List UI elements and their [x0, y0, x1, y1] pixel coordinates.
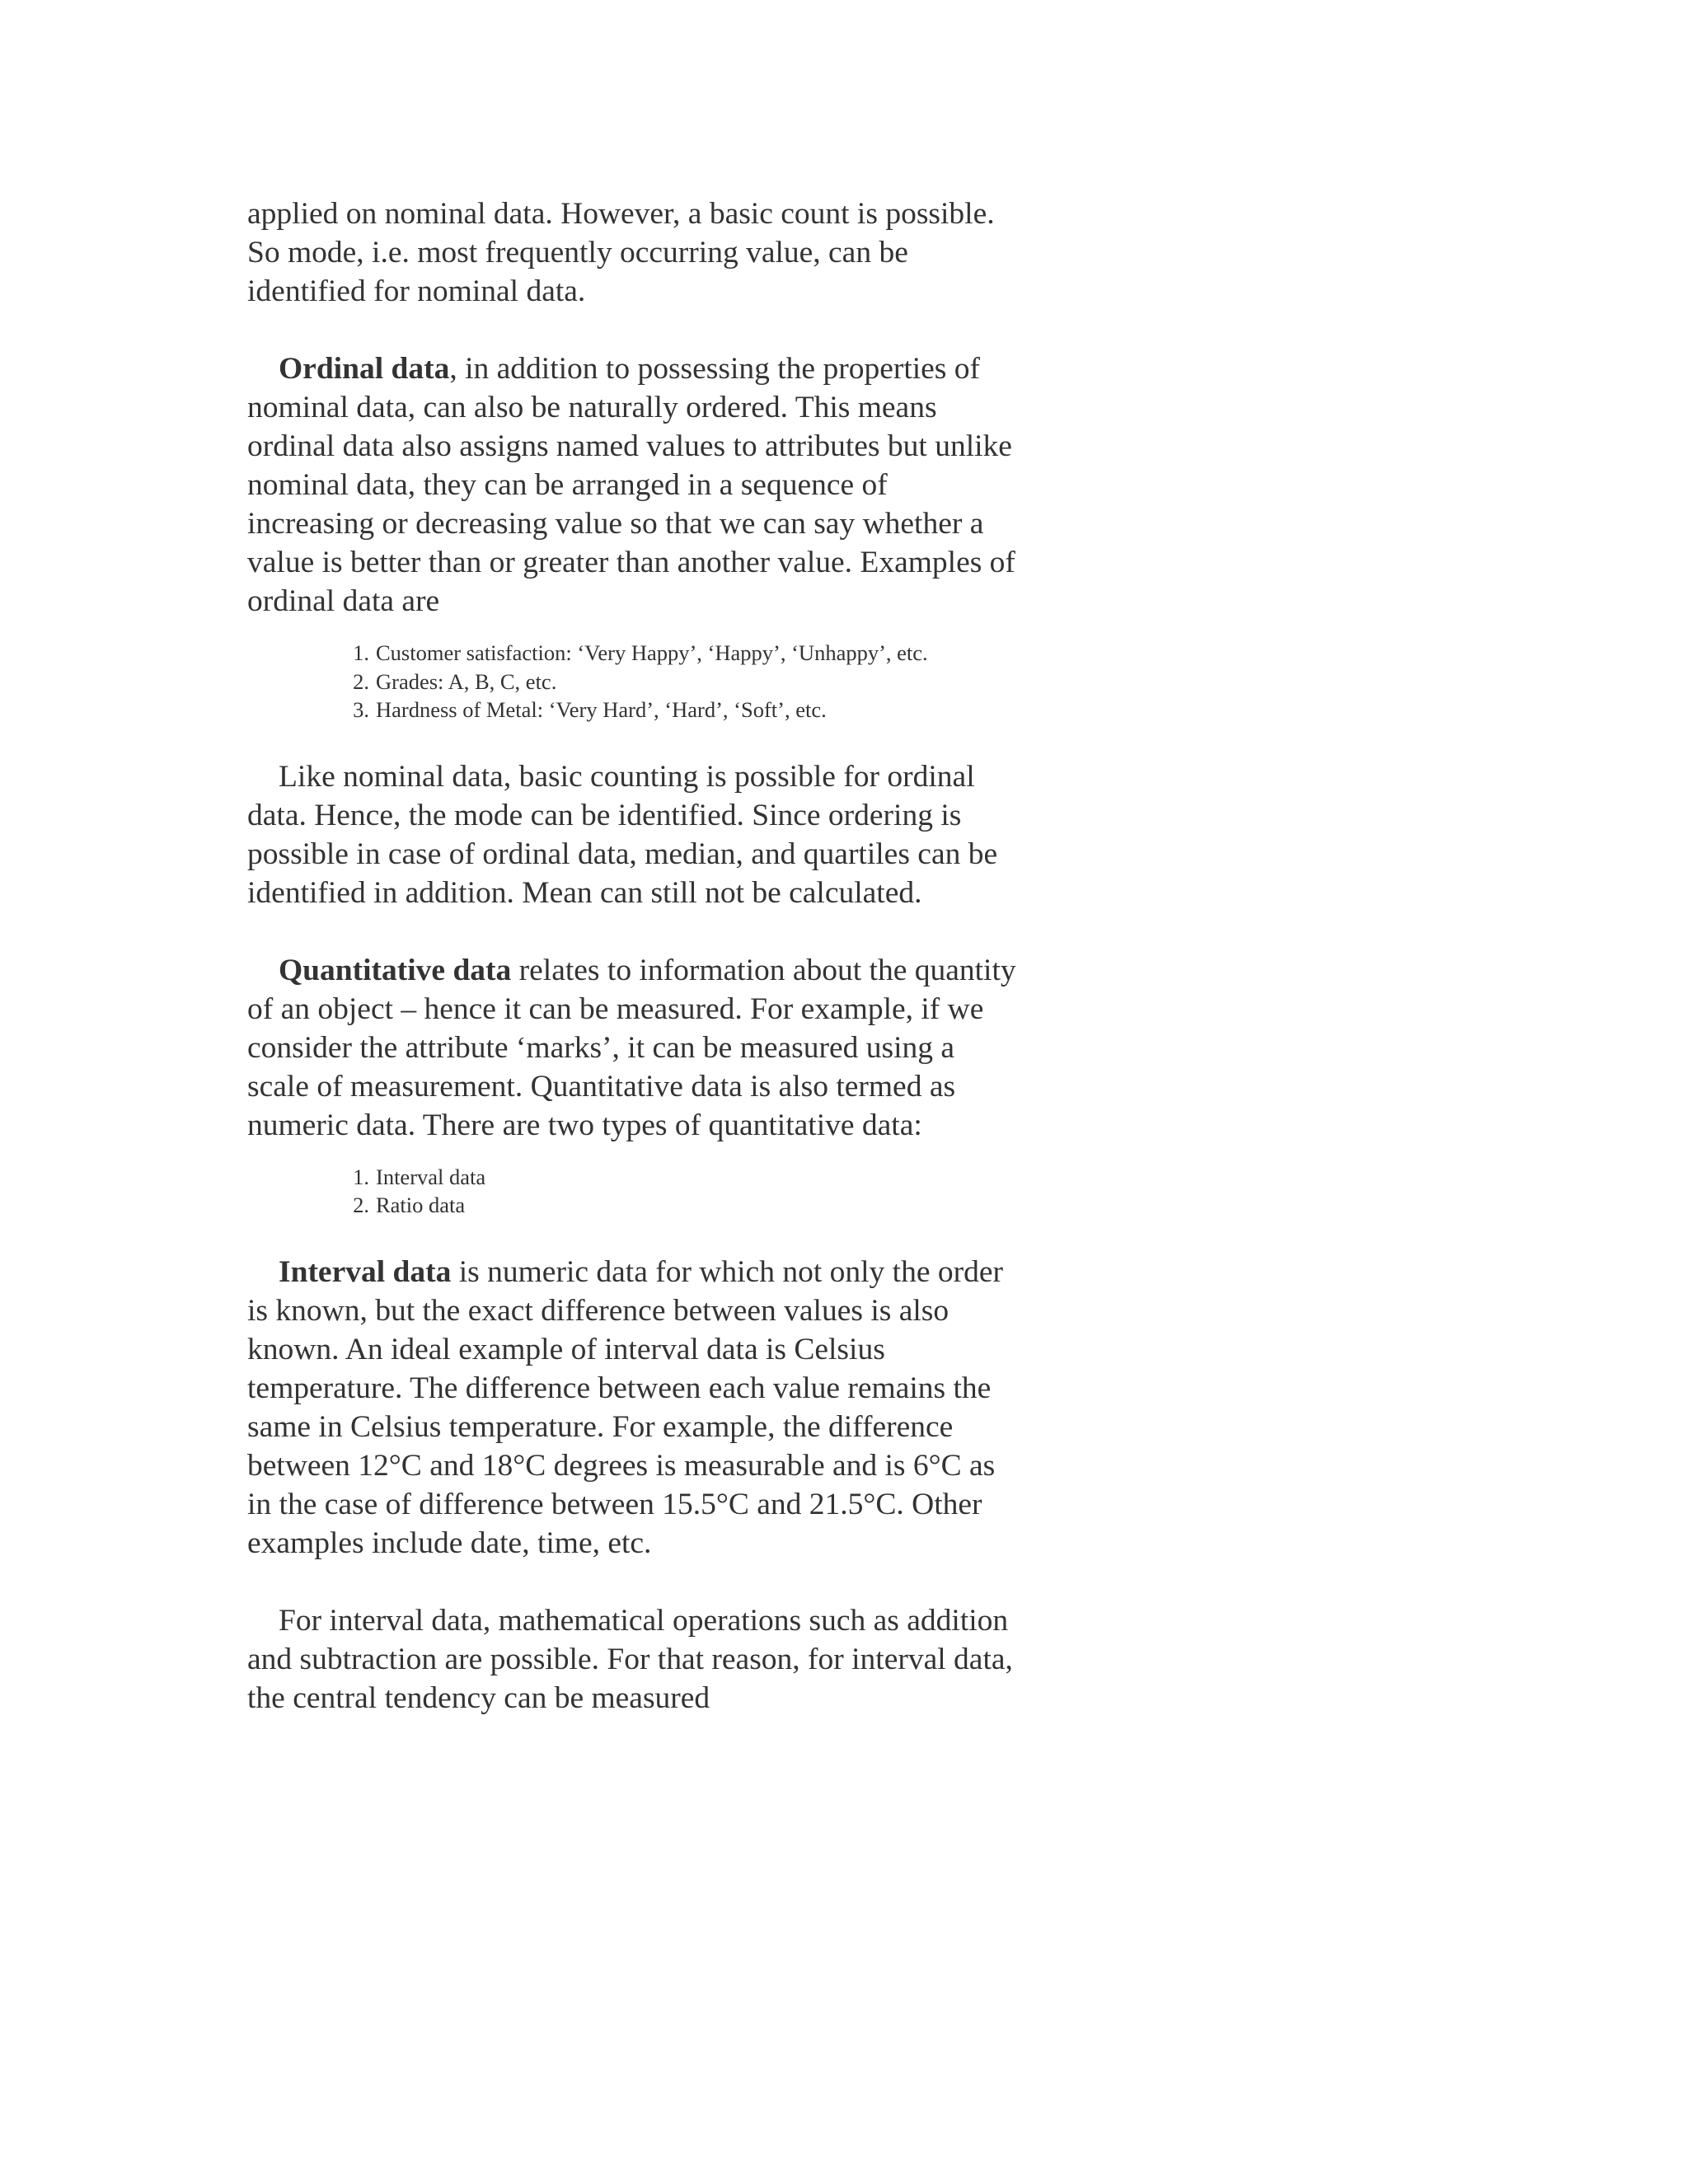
paragraph-text: Like nominal data, basic counting is possible for ordinal data. Hence, the mode can be identified. Since ordering is possible in case of ordinal data, median, and quartiles can be identified in addition. Mean can still not be calculated. [247, 759, 998, 910]
paragraph-nominal-conclusion [247, 194, 1022, 311]
list-item [345, 1163, 1022, 1192]
paragraph-text: applied on nominal data. However, a basic count is possible. So mode, i.e. most frequently occurring value, can be identified for nominal data. [247, 197, 995, 308]
list-item-text: Customer satisfaction: ‘Very Happy’, ‘Happy’, ‘Unhappy’, etc. [376, 640, 928, 665]
paragraph-ordinal-counting [247, 757, 1022, 912]
list-item [345, 668, 1022, 696]
list-item-text: Interval data [376, 1164, 486, 1189]
list-item [345, 696, 1022, 724]
list-item-number: 1. [353, 640, 369, 665]
paragraph-text: , in addition to possessing the properties of nominal data, can also be naturally ordered. This means ordinal data also assigns named values to attributes but unlike nominal data, they can be arranged in a sequence of increasing or decreasing value so that we can say whether a value is better than or greater than another value. Examples of ordinal data are [247, 352, 1015, 618]
term-ordinal-data: Ordinal data [279, 352, 450, 386]
paragraph-ordinal-data [247, 349, 1022, 621]
list-item-number: 2. [353, 1193, 369, 1217]
paragraph-text: For interval data, mathematical operations such as addition and subtraction are possible. For that reason, for interval data, the central tendency can be measured [247, 1603, 1013, 1715]
list-item [345, 639, 1022, 668]
paragraph-quantitative-data [247, 951, 1022, 1145]
list-item-number: 3. [353, 697, 369, 722]
list-item [345, 1191, 1022, 1220]
paragraph-interval-operations [247, 1601, 1022, 1718]
paragraph-text: relates to information about the quantity of an object – hence it can be measured. For example, if we consider the attribute ‘marks’, it can be measured using a scale of measurement. Quantitative data is also termed as numeric data. There are two types of quantitative data: [247, 953, 1016, 1142]
paragraph-interval-data [247, 1253, 1022, 1563]
list-item-text: Ratio data [376, 1193, 466, 1217]
list-item-text: Grades: A, B, C, etc. [376, 668, 557, 694]
paragraph-text: is numeric data for which not only the order is known, but the exact difference between values is also known. An ideal example of interval data is Celsius temperature. The difference between each value remains the same in Celsius temperature. For example, the difference between 12°C and 18°C degrees is measurable and is 6°C as in the case of difference between 15.5°C and 21.5°C. Other examples include date, time, etc. [247, 1254, 1003, 1560]
list-item-text: Hardness of Metal: ‘Very Hard’, ‘Hard’, ‘Soft’, etc. [376, 697, 827, 722]
list-item-number: 1. [353, 1164, 369, 1189]
list-item-number: 2. [353, 668, 369, 694]
document-page [247, 194, 1022, 1718]
term-interval-data: Interval data [279, 1254, 452, 1289]
term-quantitative-data: Quantitative data [279, 953, 512, 987]
ordinal-examples-list [247, 639, 1022, 724]
quantitative-types-list [247, 1163, 1022, 1220]
